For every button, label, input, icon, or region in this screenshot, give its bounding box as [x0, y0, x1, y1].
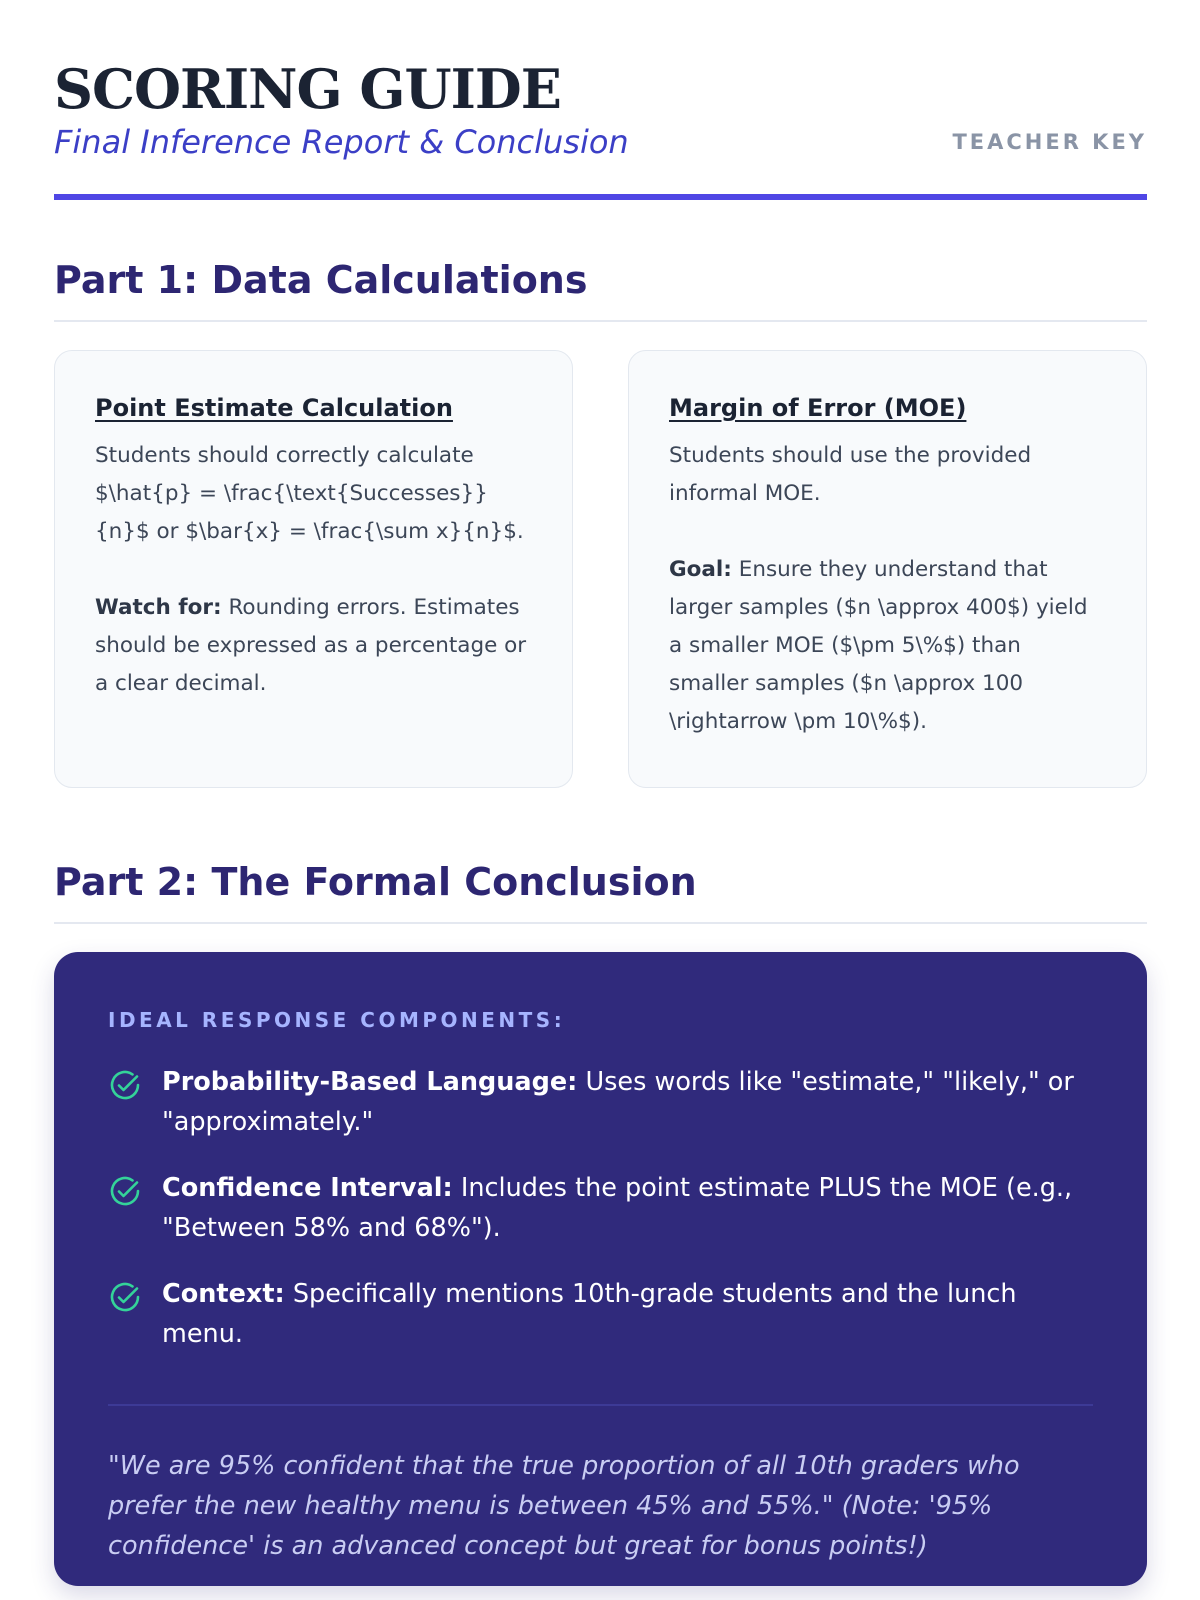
card-note-text: Rounding errors. Estimates should be expressed as a percentage or a clear decimal.	[95, 595, 527, 696]
criteria-list	[108, 1062, 1093, 1354]
card-body	[669, 437, 1106, 741]
point-estimate-card	[54, 350, 573, 788]
components-label: IDEAL RESPONSE COMPONENTS:	[108, 1008, 566, 1032]
criterion-text: Includes the point estimate PLUS the MOE (e.g., "Between 58% and 68%").	[162, 1173, 1073, 1243]
scoring-guide-page	[54, 0, 1147, 1600]
conclusion-box	[54, 952, 1147, 1586]
check-circle-icon	[108, 1280, 142, 1314]
card-description: Students should correctly calculate $\hat{p} = \frac{\text{Successes}}{n}$ or $\bar{x} = \frac{\sum x}{n}$.	[95, 443, 524, 544]
card-heading: Point Estimate Calculation	[95, 394, 453, 422]
document-header	[54, 56, 1147, 200]
header-divider	[54, 194, 1147, 200]
part2-title: Part 2: The Formal Conclusion	[54, 858, 1147, 924]
document-title: SCORING GUIDE	[54, 57, 561, 121]
margin-of-error-card	[628, 350, 1147, 788]
check-circle-icon	[108, 1174, 142, 1208]
list-item	[108, 1062, 1093, 1142]
card-description: Students should use the provided informal MOE.	[669, 443, 1032, 506]
criterion-text: Uses words like "estimate," "likely," or "approximately."	[162, 1067, 1074, 1137]
card-note-label: Goal:	[669, 557, 732, 582]
list-item	[108, 1168, 1093, 1248]
criterion-label: Confidence Interval:	[162, 1173, 453, 1203]
document-subtitle: Final Inference Report & Conclusion	[54, 123, 629, 161]
card-note	[669, 551, 1106, 741]
teacher-key-badge: TEACHER KEY	[952, 130, 1147, 154]
part1-title: Part 1: Data Calculations	[54, 256, 1147, 322]
card-body	[95, 437, 532, 703]
card-note-label: Watch for:	[95, 595, 222, 620]
card-heading: Margin of Error (MOE)	[669, 394, 967, 422]
criterion-text: Specifically mentions 10th-grade students and the lunch menu.	[162, 1279, 1017, 1349]
example-quote: "We are 95% confident that the true proportion of all 10th graders who prefer the new healthy menu is between 45% and 55%." (Note: '95% confidence' is an advanced concept but great for bonus points!)	[108, 1451, 1020, 1561]
criterion-label: Context:	[162, 1279, 285, 1309]
check-circle-icon	[108, 1068, 142, 1102]
list-item	[108, 1274, 1093, 1354]
conclusion-divider	[108, 1404, 1093, 1406]
card-note-text: Ensure they understand that larger samples ($n \approx 400$) yield a smaller MOE ($\pm 5\%$) than smaller samples ($n \approx 100 \rightarrow \pm 10\%$).	[669, 557, 1088, 734]
card-note	[95, 589, 532, 703]
criterion-label: Probability-Based Language:	[162, 1067, 578, 1097]
